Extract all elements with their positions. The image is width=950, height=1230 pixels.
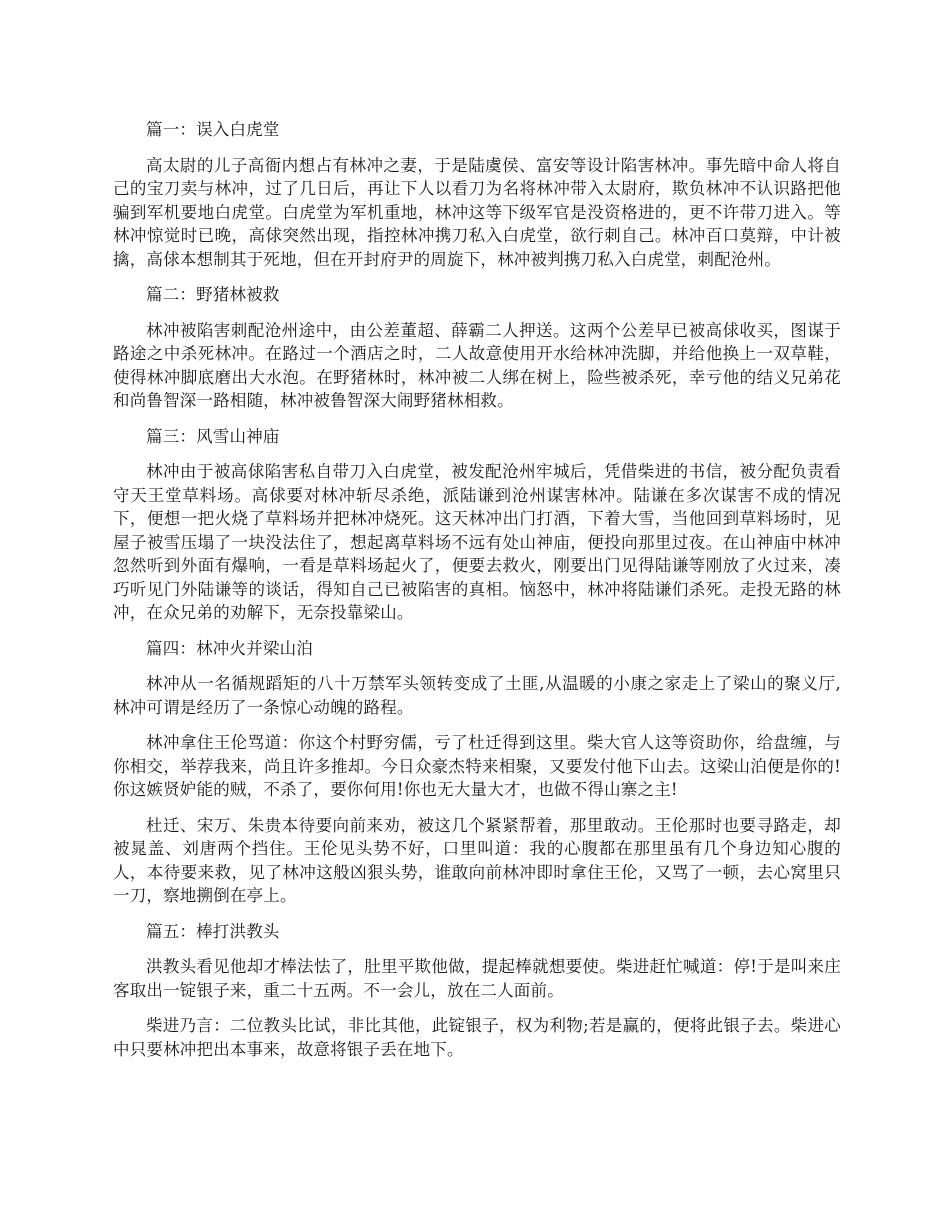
section-heading: 篇五：棒打洪教头	[146, 921, 280, 941]
section-5	[113, 920, 841, 1062]
section-3	[113, 425, 841, 625]
section-heading: 篇二：野猪林被救	[146, 285, 280, 304]
section-1	[113, 118, 841, 271]
paragraph: 林冲由于被高俅陷害私自带刀入白虎堂，被发配沧州牢城后，凭借柴进的书信，被分配负责看守天王堂草料场。高俅要对林冲斩尽杀绝，派陆谦到沧州谋害林冲。陆谦在多次谋害不成的情况下，便想一把火烧了草料场并把林冲烧死。这天林冲出门打酒，下着大雪，当他回到草料场时，见屋子被雪压塌了一块没法住了，想起离草料场不远有处山神庙，便投向那里过夜。在山神庙中林冲忽然听到外面有爆响，一看是草料场起火了，便要去救火，刚要出门见得陆谦等刚放了火过来，凑巧听见门外陆谦等的谈话，得知自己已被陷害的真相。恼怒中，林冲将陆谦们杀死。走投无路的林冲，在众兄弟的劝解下，无奈投靠梁山。	[113, 462, 841, 622]
paragraph: 杜迁、宋万、朱贵本待要向前来劝，被这几个紧紧帮着，那里敢动。王伦那时也要寻路走，却被晁盖、刘唐两个挡住。王伦见头势不好，口里叫道：我的心腹都在那里虽有几个身边知心腹的人，本待要来救，见了林冲这般凶狠头势，谁敢向前林冲即时拿住王伦，又骂了一顿，去心窝里只一刀，察地搠倒在亭上。	[113, 815, 841, 905]
section-heading: 篇一：误入白虎堂	[146, 120, 280, 139]
section-heading: 篇三：风雪山神庙	[146, 426, 280, 446]
paragraph: 林冲从一名循规蹈矩的八十万禁军头领转变成了土匪,从温暖的小康之家走上了梁山的聚义厅,林冲可谓是经历了一条惊心动魄的路程。	[113, 674, 841, 717]
section-2	[113, 283, 841, 413]
paragraph: 林冲被陷害刺配沧州途中，由公差董超、薛霸二人押送。这两个公差早已被高俅收买，图谋于路途之中杀死林冲。在路过一个酒店之时，二人故意使用开水给林冲洗脚，并给他换上一双草鞋，使得林冲脚底磨出大水泡。在野猪林时，林冲被二人绑在树上，险些被杀死，幸亏他的结义兄弟花和尚鲁智深一路相随，林冲被鲁智深大闹野猪林相救。	[113, 320, 841, 410]
paragraph: 林冲拿住王伦骂道：你这个村野穷儒，亏了杜迁得到这里。柴大官人这等资助你，给盘缠，与你相交，举荐我来，尚且许多推却。今日众豪杰特来相聚，又要发付他下山去。这梁山泊便是你的!你这嫉贤妒能的贼，不杀了，要你何用!你也无大量大才，也做不得山寨之主!	[113, 733, 841, 799]
document-body	[113, 118, 841, 1073]
paragraph: 高太尉的儿子高衙内想占有林冲之妻，于是陆虞侯、富安等设计陷害林冲。事先暗中命人将自己的宝刀卖与林冲，过了几日后，再让下人以看刀为名将林冲带入太尉府，欺负林冲不认识路把他骗到军机要地白虎堂。白虎堂为军机重地，林冲这等下级军官是没资格进的，更不许带刀进入。等林冲惊觉时已晚，高俅突然出现，指控林冲携刀私入白虎堂，欲行刺自己。林冲百口莫辩，中计被擒，高俅本想制其于死地，但在开封府尹的周旋下，林冲被判携刀私入白虎堂，刺配沧州。	[113, 155, 841, 269]
paragraph: 洪教头看见他却才棒法怯了，肚里平欺他做，提起棒就想要使。柴进赶忙喊道：停!于是叫来庄客取出一锭银子来，重二十五两。不一会儿，放在二人面前。	[113, 957, 841, 1000]
section-heading: 篇四：林冲火并梁山泊	[146, 638, 313, 658]
section-4	[113, 637, 841, 908]
paragraph: 柴进乃言：二位教头比试，非比其他，此锭银子，权为利物;若是赢的，便将此银子去。柴进心中只要林冲把出本事来，故意将银子丢在地下。	[113, 1016, 841, 1059]
